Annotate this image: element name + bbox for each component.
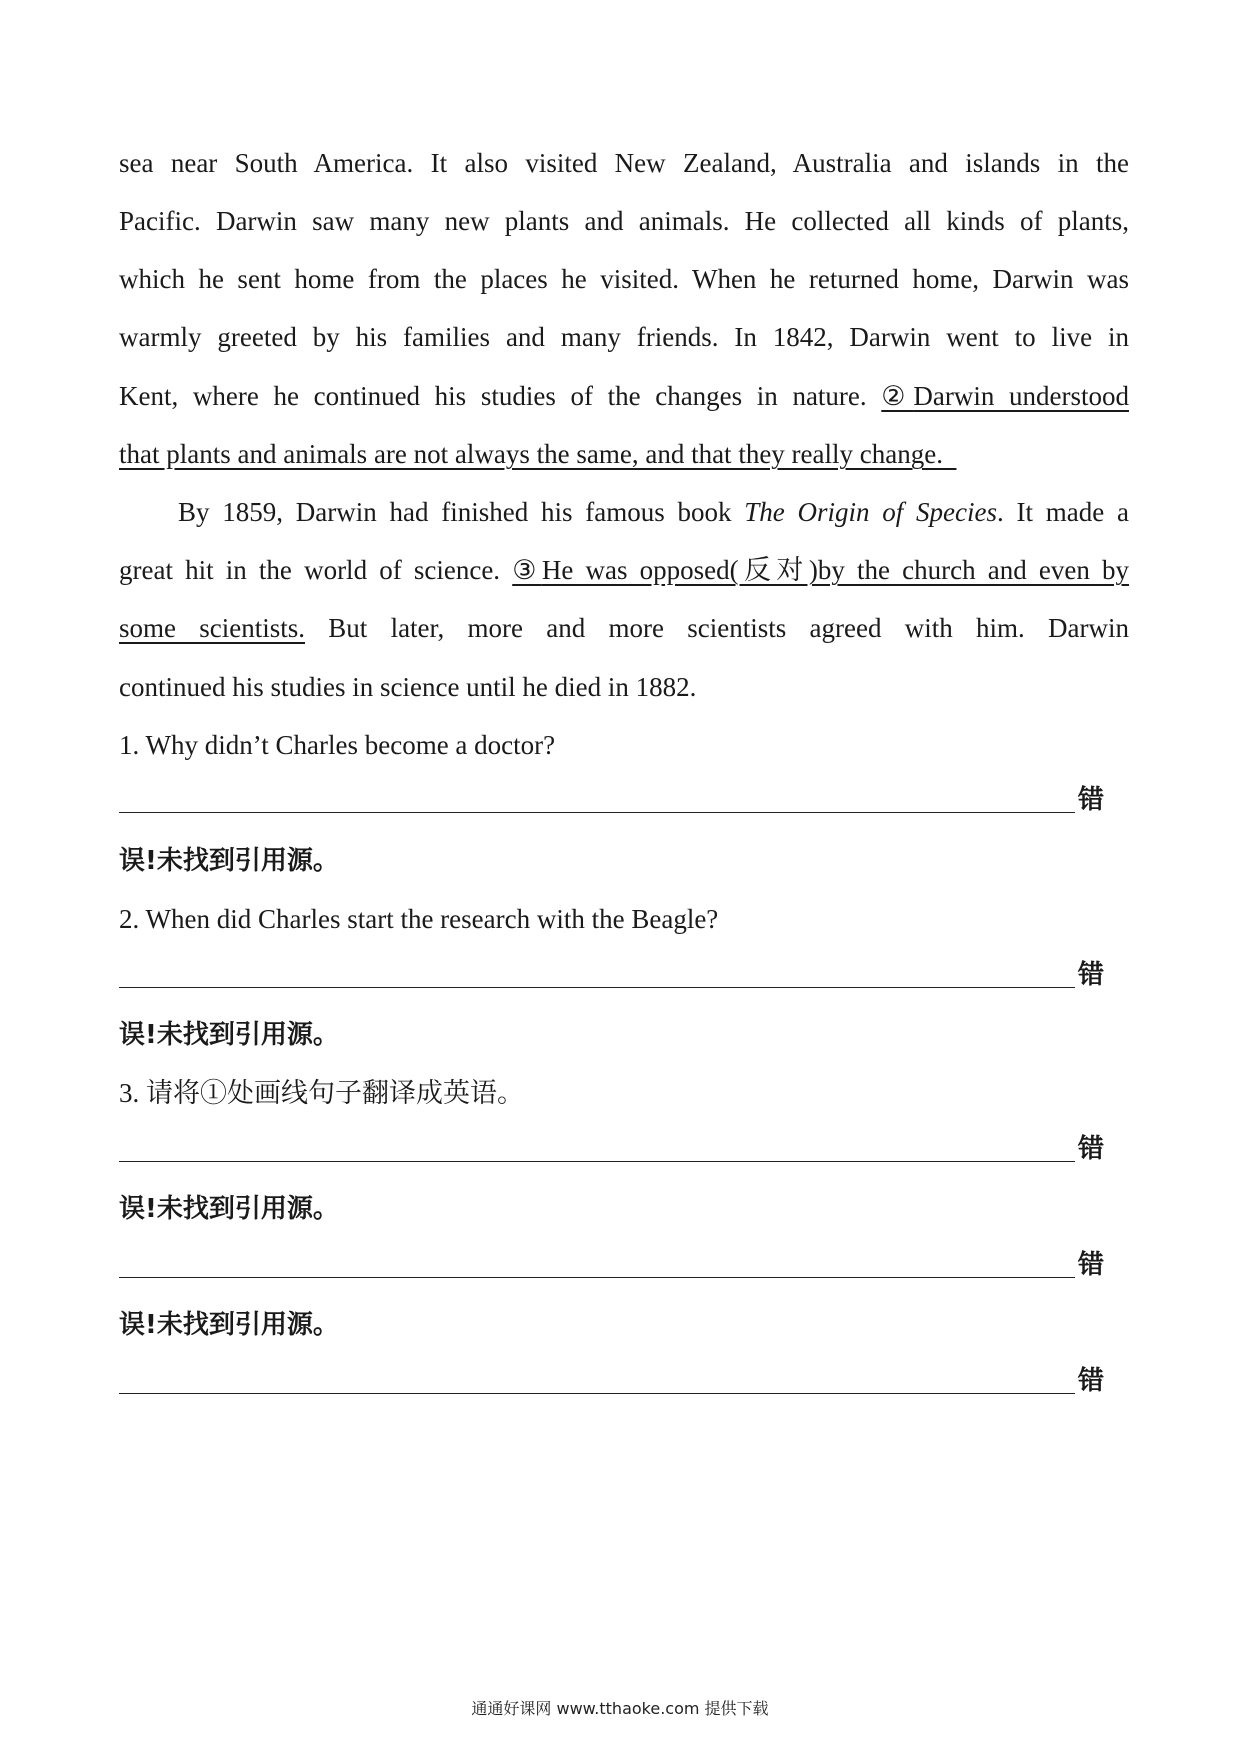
error-text-head: 误!未找到引用源。 — [119, 846, 339, 876]
passage-line: sea near South America. It also visited New Zealand, Australia and islands in the — [119, 148, 1129, 178]
passage-text: By 1859, Darwin had finished his famous book — [178, 497, 745, 527]
answer-blank[interactable] — [119, 1161, 1075, 1162]
error-text-tail: 错 — [1077, 1134, 1104, 1164]
passage-line — [119, 437, 1129, 471]
passage-line: which he sent home from the places he visited. When he returned home, Darwin was — [119, 264, 1129, 294]
answer-blank[interactable] — [119, 1393, 1075, 1394]
answer-blank[interactable] — [119, 987, 1075, 988]
error-text-head: 误!未找到引用源。 — [119, 1020, 339, 1050]
answer-row-3a — [119, 1134, 1119, 1168]
passage-text: Kent, where he continued his studies of the changes in nature. — [119, 381, 882, 411]
question-3: 3. 请将①处画线句子翻译成英语。 — [119, 1078, 524, 1108]
passage-line: Pacific. Darwin saw many new plants and animals. He collected all kinds of plants, — [119, 206, 1129, 236]
underlined-sentence-3: He was opposed(反对)by the church and even by — [541, 555, 1129, 585]
error-text-head: 误!未找到引用源。 — [119, 1310, 339, 1340]
underline-trail — [943, 439, 957, 469]
error-text-tail: 错 — [1077, 1366, 1104, 1396]
passage-text: great hit in the world of science. — [119, 555, 513, 585]
error-text-tail: 错 — [1077, 960, 1104, 990]
question-2: 2. When did Charles start the research with the Beagle? — [119, 904, 719, 934]
answer-row-3b — [119, 1250, 1119, 1284]
answer-row-2 — [119, 960, 1119, 994]
passage-text: But later, more and more scientists agreed with him. Darwin — [305, 613, 1129, 643]
passage-line — [119, 611, 1129, 645]
answer-row-3c — [119, 1366, 1119, 1400]
passage-line — [178, 495, 1129, 529]
answer-blank[interactable] — [119, 1277, 1075, 1278]
underlined-sentence-2: Darwin understood — [913, 381, 1129, 411]
answer-blank[interactable] — [119, 812, 1075, 813]
question-1: 1. Why didn’t Charles become a doctor? — [119, 730, 556, 760]
passage-line — [119, 379, 1129, 413]
passage-line — [119, 553, 1129, 587]
page-footer: 通通好课网 www.tthaoke.com 提供下载 — [471, 1699, 769, 1718]
error-text-tail: 错 — [1077, 785, 1104, 815]
passage-text: . It made a — [997, 497, 1129, 527]
passage-line: continued his studies in science until he died in 1882. — [119, 672, 697, 702]
error-text-tail: 错 — [1077, 1250, 1104, 1280]
circled-marker-2: ② — [881, 381, 914, 411]
error-text-head: 误!未找到引用源。 — [119, 1194, 339, 1224]
circled-marker-3: ③ — [512, 555, 542, 585]
answer-row-1 — [119, 785, 1119, 819]
passage-line: warmly greeted by his families and many friends. In 1842, Darwin went to live in — [119, 322, 1129, 352]
book-title: The Origin of Species — [744, 497, 998, 527]
underlined-sentence-3-cont: some scientists. — [119, 613, 306, 643]
underlined-sentence-2-cont: that plants and animals are not always the same, and that they really change. — [119, 439, 943, 469]
